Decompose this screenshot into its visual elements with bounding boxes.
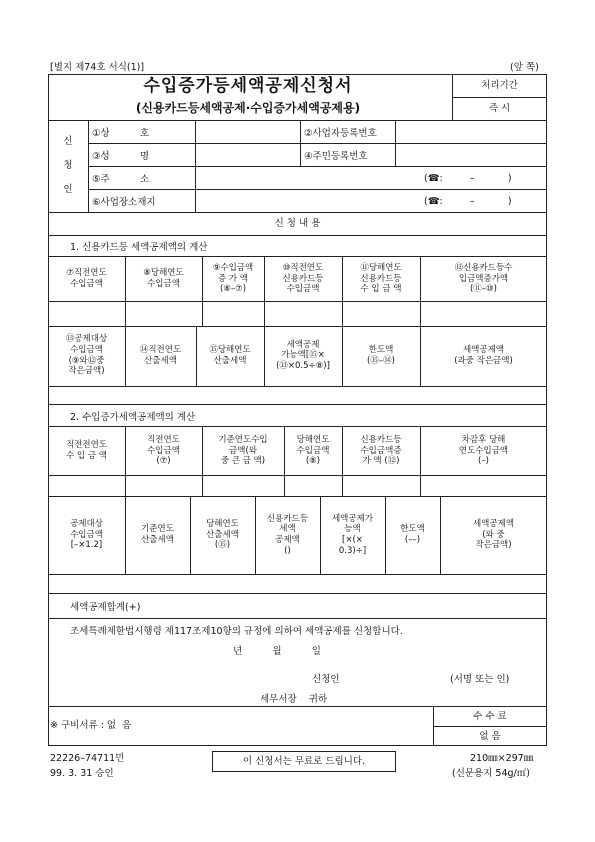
fee-value: 없 음 bbox=[479, 730, 501, 742]
free-form-notice: 이 신청서는 무료로 드립니다. bbox=[212, 751, 396, 772]
application-statement: 조세특례제한법시행령 제117조제10항의 규정에 의하여 세액공제를 신청합니다. bbox=[70, 626, 403, 637]
date-line[interactable]: 년 월 일 bbox=[233, 646, 321, 657]
s1-h-deductible-revenue: ⑬공제대상 수입금액 (⑨와⑫중 작은금액) bbox=[65, 334, 108, 377]
s2-h-base-year-tax: 기준연도 산출세액 bbox=[141, 524, 174, 545]
business-name-field[interactable] bbox=[196, 121, 299, 143]
business-reg-no-label: ②사업자등록번호 bbox=[304, 128, 377, 139]
resident-no-label: ④주민등록번호 bbox=[304, 151, 368, 162]
applicant-group-label: 신 청 인 bbox=[63, 136, 73, 195]
s2-h-deductible-revenue: 공제대상 수입금액 [–×1.2] bbox=[70, 519, 103, 551]
content-header: 신 청 내 용 bbox=[274, 217, 321, 229]
s1-h-prior-tax: ⑭직전연도 산출세액 bbox=[139, 344, 182, 366]
applicant-signature-label: 신청인 bbox=[312, 674, 340, 685]
s1-h-card-revenue-increase: ⑫신용카드등수 입금액증가액 (⑪–⑩) bbox=[454, 263, 513, 295]
s2-h-credit-amount: 세액공제액 (와 중 작은금액) bbox=[472, 519, 515, 551]
signature-or-seal[interactable]: (서명 또는 인) bbox=[450, 674, 510, 685]
processing-period-label: 처리기간 bbox=[481, 80, 518, 92]
s1-h-revenue-increase: ⑨수입금액 증 가 액 (⑧–⑦) bbox=[212, 263, 254, 295]
s1-h-possible-credit: 세액공제 가능액[⑮× (⑬×0.5÷⑧)] bbox=[276, 339, 330, 371]
form-subtitle: (신용카드등세액공제·수입증가세액공제용) bbox=[135, 100, 361, 115]
resident-no-field[interactable] bbox=[396, 144, 546, 166]
address-field[interactable] bbox=[196, 167, 416, 189]
total-credit-label: 세액공제합계(+) bbox=[70, 602, 141, 613]
business-location-label: ⑥사업장소재지 bbox=[92, 197, 156, 208]
s2-h-base-year-revenue: 기준연도수입 금액(와 중 큰 금 액) bbox=[218, 435, 268, 467]
s2-h-prior-year-revenue: 직전연도 수입금액 (⑦) bbox=[147, 435, 180, 467]
s1-h-credit-amount: 세액공제액 (과중 작은금액) bbox=[454, 344, 513, 366]
section2-title: 2. 수입증가세액공제액의 계산 bbox=[70, 412, 196, 423]
processing-period-value: 즉 시 bbox=[488, 103, 511, 115]
address-phone[interactable]: (☎: – ) bbox=[424, 172, 512, 184]
form-code: 22226–74711민 bbox=[50, 753, 125, 764]
business-location-field[interactable] bbox=[196, 190, 416, 212]
business-reg-no-field[interactable] bbox=[396, 121, 546, 143]
page-side-label: (앞 쪽) bbox=[510, 62, 539, 73]
s2-h-net-current-revenue: 차감후 당해 연도수입금액 (–) bbox=[458, 435, 509, 467]
required-documents-note: ※ 구비서류 : 없 음 bbox=[50, 720, 132, 731]
s2-h-card-credit: 신용카드등 세액 공제액 () bbox=[266, 513, 309, 556]
address-label: ⑤주 소 bbox=[92, 174, 150, 185]
applicant-name-field[interactable] bbox=[196, 144, 299, 166]
paper-type: (신문용지 54g/㎡) bbox=[452, 768, 530, 779]
addressee: 세무서장 귀하 bbox=[260, 694, 328, 705]
section1-title: 1. 신용카드등 세액공제액의 계산 bbox=[70, 242, 208, 253]
s2-h-current-year-tax: 당해연도 산출세액 (⑮) bbox=[206, 519, 239, 551]
s1-h-prior-card-revenue: ⑩직전연도 신용카드등 수입금액 bbox=[282, 263, 324, 295]
s1-h-prior-year-revenue: ⑦직전연도 수입금액 bbox=[66, 268, 107, 289]
s2-h-current-year-revenue: 당해연도 수입금액 (⑧) bbox=[296, 435, 330, 467]
s2-h-two-years-prior-revenue: 직전전연도 수 입 금 액 bbox=[65, 440, 108, 461]
approval-date: 99. 3. 31 승인 bbox=[50, 768, 114, 779]
fee-label: 수 수 료 bbox=[473, 710, 507, 722]
business-phone[interactable]: (☎: – ) bbox=[424, 195, 512, 207]
s1-h-current-tax: ⑮당해연도 산출세액 bbox=[209, 344, 251, 366]
s2-h-possible-credit: 세액공제가 능액 [×(× 0.3)÷] bbox=[331, 513, 374, 556]
form-title: 수입증가등세액공제신청서 bbox=[143, 76, 353, 97]
paper-size: 210㎜×297㎜ bbox=[470, 753, 534, 764]
applicant-name-label: ③성 명 bbox=[92, 151, 150, 162]
form-number: [별지 제74호 서식(1)] bbox=[50, 62, 145, 73]
s1-h-limit: 한도액 (⑮–⑭) bbox=[367, 344, 395, 366]
s1-h-current-year-revenue: ⑧당해연도 수입금액 bbox=[143, 268, 184, 289]
s2-h-card-revenue-increase: 신용카드등 수입금액증 가 액 (⑫) bbox=[360, 435, 402, 467]
business-name-label: ①상 호 bbox=[92, 128, 150, 139]
s1-h-current-card-revenue: ⑪당해연도 신용카드등 수 입 금 액 bbox=[360, 263, 402, 295]
s2-h-limit: 한도액 (––) bbox=[400, 524, 425, 545]
